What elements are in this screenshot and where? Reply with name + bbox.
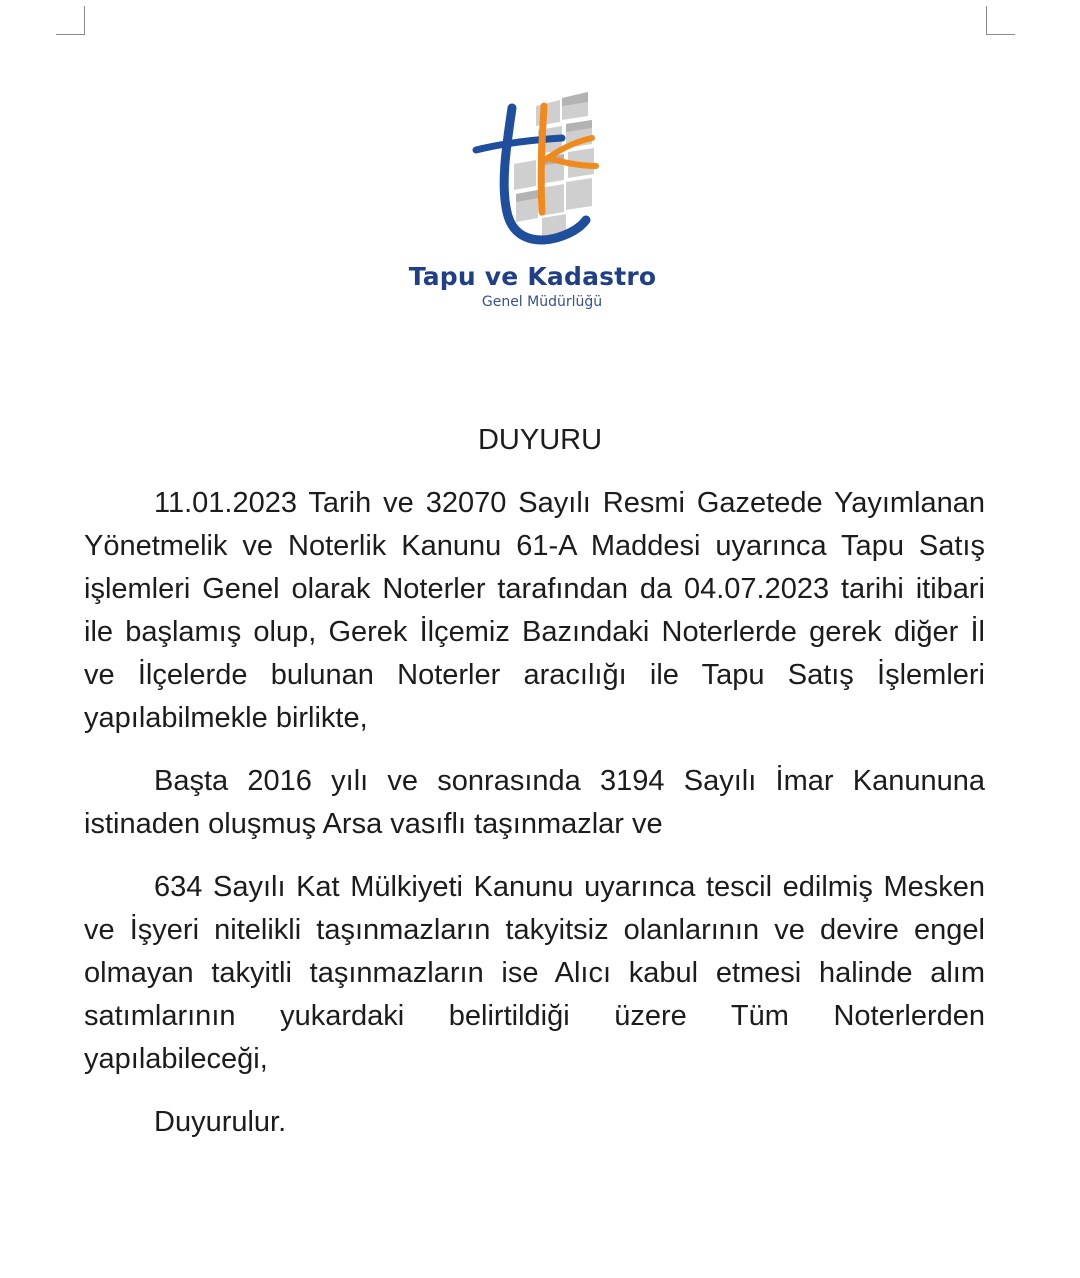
tkgm-logo-mark-icon [470, 88, 610, 248]
announcement-body [84, 482, 985, 1144]
announcement-closing: Duyurulur. [154, 1106, 287, 1138]
tkgm-logo [400, 84, 680, 324]
announcement-heading: DUYURU [477, 424, 603, 456]
announcement-paragraph: 634 Sayılı Kat Mülkiyeti Kanunu uyarınca tescil edilmiş Mesken ve İşyeri nitelikli taşınmazların takyitsiz olanlarının ve devire engel olmayan takyitli taşınmazların ise Alıcı kabul etmesi halinde alım satımlarının yukardaki belirtildiği üzere Tüm Noterlerden yapılabileceği, [84, 871, 985, 1075]
announcement-paragraph: Başta 2016 yılı ve sonrasında 3194 Sayılı İmar Kanununa istinaden oluşmuş Arsa vasıflı taşınmazlar ve [84, 765, 985, 840]
crop-mark-top-left [56, 6, 85, 35]
crop-mark-top-right [986, 6, 1015, 35]
announcement-paragraph: 11.01.2023 Tarih ve 32070 Sayılı Resmi Gazetede Yayımlanan Yönetmelik ve Noterlik Kanunu 61-A Maddesi uyarınca Tapu Satış işlemleri Genel olarak Noterler tarafından da 04.07.2023 tarihi itibari ile başlamış olup, Gerek İlçemiz Bazındaki Noterlerde gerek diğer İl ve İlçelerde bulunan Noterler aracılığı ile Tapu Satış İşlemleri yapılabilmekle birlikte, [84, 487, 985, 734]
logo-title: Tapu ve Kadastro [408, 262, 657, 291]
logo-subtitle: Genel Müdürlüğü [481, 294, 603, 310]
